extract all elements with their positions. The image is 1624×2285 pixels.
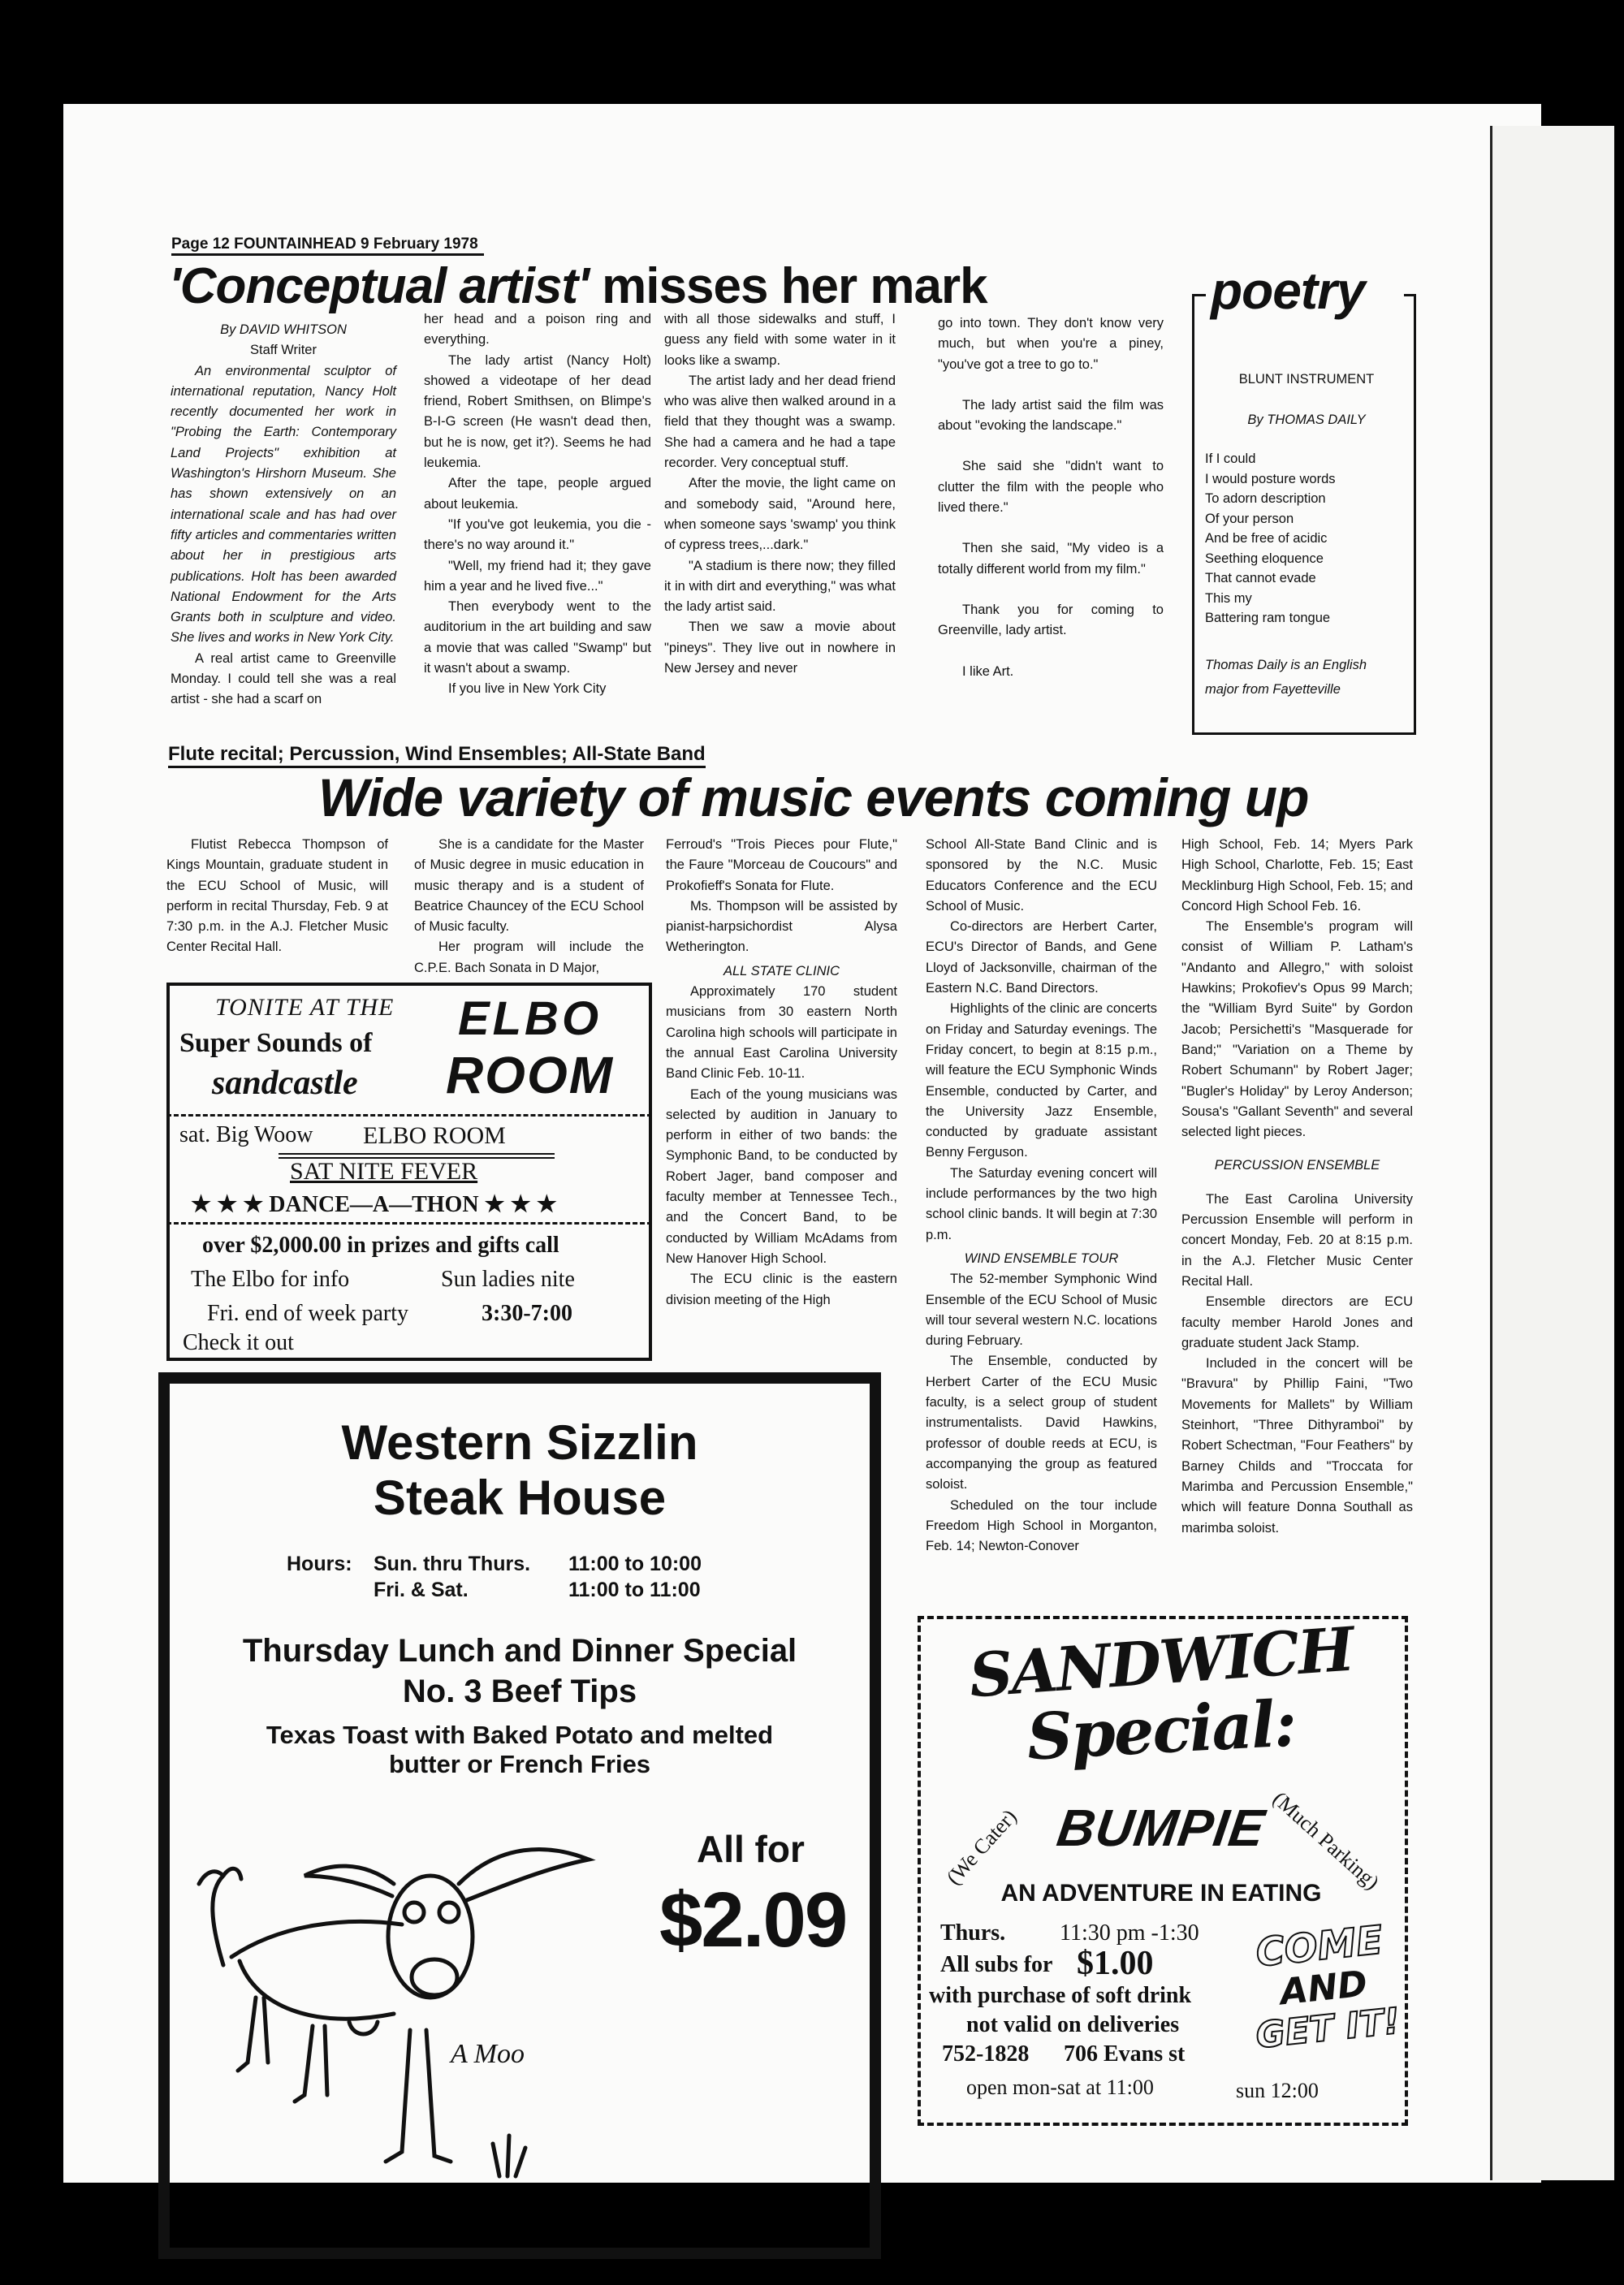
western-price: $2.09: [659, 1877, 847, 1963]
article1-paragraph: her head and a poison ring and everything.: [424, 312, 651, 348]
subhead-percussion-ensemble: PERCUSSION ENSEMBLE: [1214, 1158, 1380, 1173]
bumpie-address: 706 Evans st: [1064, 2041, 1186, 2067]
article2-column-5: [1181, 835, 1413, 1539]
article1-paragraph: The lady artist said the film was about "evoking the landscape.": [938, 397, 1164, 434]
elbo-divider-2: [166, 1222, 652, 1225]
article1-column-4: [938, 313, 1164, 682]
cow-tail: [199, 1868, 241, 1965]
folio-paper: FOUNTAINHEAD: [234, 235, 356, 253]
bumpie-phone: 752-1828: [942, 2041, 1030, 2067]
poem-line: Of your person: [1205, 511, 1294, 526]
article2-paragraph: Approximately 170 student musicians from 30 eastern North Carolina high schools will participate in the annual East Carolina University Band Clinic Feb. 10-11.: [666, 984, 897, 1082]
article1-paragraph: After the tape, people argued about leukemia.: [424, 476, 651, 512]
elbo-fri: Fri. end of week party: [207, 1301, 409, 1326]
article2-column-2: [414, 835, 644, 978]
western-hours-label: Hours:: [287, 1553, 352, 1575]
bumpie-much-parking: (Much Parking): [1268, 1786, 1384, 1894]
article2-paragraph: Each of the young musicians was selected by audition in January to perform in either of two bands: the Symphonic Band, to be conducted by Robert Jager, band composer and faculty member at Tennessee Tech., and the Concert Band, to be conducted by William McAdams from New Hanover High School.: [666, 1086, 897, 1266]
elbo-time: 3:30-7:00: [482, 1301, 572, 1326]
western-hours-days-1: Sun. thru Thurs.: [374, 1553, 531, 1575]
elbo-room-name: ELBO ROOM: [363, 1122, 506, 1149]
bumpie-come-get-it: [1240, 1916, 1406, 2057]
article1-paragraph: I like Art.: [962, 663, 1014, 679]
article1-paragraph: Then everybody went to the auditorium in the art building and saw a movie that was called "Swamp" but it wasn't about a swamp.: [424, 599, 651, 676]
poetry-heading: poetry: [1211, 261, 1365, 320]
article2-paragraph: The East Carolina University Percussion Ensemble will perform in concert Monday, Feb. 20 at 8:15 p.m. in the A.J. Fletcher Music Center Recital Hall.: [1181, 1191, 1413, 1289]
article2-paragraph: The ECU clinic is the eastern division meeting of the High: [666, 1272, 897, 1307]
article2-paragraph: Ensemble directors are ECU faculty member Harold Jones and graduate student Jack Stamp.: [1181, 1294, 1413, 1350]
article2-paragraph: Co-directors are Herbert Carter, ECU's Director of Bands, and Gene Lloyd of Jacksonville, chairman of the Eastern N.C. Band Directors.: [926, 919, 1157, 996]
article1-paragraph: go into town. They don't know very much, but when you're a piney, "you've got a tree to go to.": [938, 316, 1164, 372]
bumpie-tagline: AN ADVENTURE IN EATING: [1000, 1880, 1322, 1907]
poetry-content: [1205, 369, 1408, 702]
poem-line: Battering ram tongue: [1205, 611, 1331, 625]
subhead-all-state-clinic: ALL STATE CLINIC: [723, 963, 840, 978]
article2-column-4: [926, 835, 1157, 1557]
article2-paragraph: Her program will include the C.P.E. Bach Sonata in D Major,: [414, 939, 644, 975]
cow-eye-left: [404, 1903, 424, 1922]
poem-line: Seething eloquence: [1205, 551, 1324, 566]
western-special-1: Thursday Lunch and Dinner Special: [242, 1633, 797, 1669]
elbo-fever: SAT NITE FEVER: [290, 1158, 478, 1185]
article2-paragraph: School All-State Band Clinic and is sponsored by the N.C. Music Educators Conference and the ECU School of Music.: [926, 837, 1157, 914]
cow-horn-left: [304, 1866, 394, 1896]
bumpie-title-2: Special:: [1025, 1687, 1298, 1775]
bumpie-come: COME: [1253, 1917, 1385, 1976]
bumpie-deliveries: not valid on deliveries: [966, 2012, 1180, 2037]
article2-paragraph: Ferroud's "Trois Pieces pour Flute," the Faure "Morceau de Coucours" and Prokofieff's Sonata for Flute.: [666, 837, 897, 893]
article2-column-1: [166, 835, 388, 958]
article1-paragraph: "A stadium is there now; they filled it in with dirt and everything," was what the lady artist said.: [664, 558, 896, 615]
elbo-check: Check it out: [183, 1330, 294, 1355]
article1-paragraph: with all those sidewalks and stuff, I guess any field with some water in it looks like a swamp.: [664, 312, 896, 368]
article2-headline: Wide variety of music events coming up: [318, 767, 1309, 827]
article1-paragraph: She said she "didn't want to clutter the film with the people who lived there.": [938, 459, 1164, 516]
adjacent-page-edge: [1490, 126, 1614, 2180]
elbo-sun: Sun ladies nite: [441, 1267, 575, 1292]
article2-paragraph: The Ensemble, conducted by Herbert Carter of the ECU Music faculty, is a select group of student instrumentalists. David Hawkins, professor of double reeds at ECU, is accompanying the group as featured soloist.: [926, 1354, 1157, 1492]
cow-leg-1: [238, 1998, 268, 2071]
bumpie-thurs: Thurs.: [940, 1920, 1006, 1946]
article1-column-1: [171, 320, 396, 711]
bumpie-we-cater: (We Cater): [941, 1804, 1021, 1890]
bumpie-subs: All subs for: [940, 1952, 1053, 1977]
article2-paragraph: High School, Feb. 14; Myers Park High School, Charlotte, Feb. 15; East Mecklinburg High School, Feb. 15; and Concord High School Feb. 16.: [1181, 837, 1413, 914]
article1-paragraph: A real artist came to Greenville Monday. I could tell she was a real artist - she had a scarf on: [171, 650, 396, 707]
western-name-2: Steak House: [373, 1471, 667, 1525]
poem-line: This my: [1205, 590, 1252, 606]
cow-back: [231, 1921, 402, 1957]
cow-eye-right: [439, 1903, 459, 1922]
article1-column-3: [664, 309, 896, 679]
article1-paragraph: Then we saw a movie about "pineys". They live out in nowhere in New Jersey and never: [664, 620, 896, 676]
elbo-band: sandcastle: [212, 1065, 358, 1102]
poetry-box-top-left: [1194, 294, 1206, 296]
elbo-logo-top: ELBO: [457, 992, 603, 1045]
article1-paragraph: If you live in New York City: [448, 681, 607, 697]
bumpie-sun: sun 12:00: [1236, 2079, 1319, 2102]
article2-paragraph: The Ensemble's program will consist of William P. Latham's "Andanto and Allegro," with soloist Hawkins; Prokofiev's Opus 99 March; the "William Byrd Suite" by Gordon Jacob; Persichetti's "Masquerade for Band;" "Variation on a Theme by Robert Schumann" by Robert Jager; "Bugler's Holiday" by Leroy Anderson; Sousa's "Gallant Seventh" and several selected light pieces.: [1181, 919, 1413, 1140]
article1-paragraph: The lady artist (Nancy Holt) showed a videotape of her dead friend, Robert Smithsen, on Blimpe's B-I-G screen (He wasn't dead then, but he is now, get it?). Seems he had leukemia.: [424, 352, 651, 471]
article1-intro: An environmental sculptor of international reputation, Nancy Holt recently documented her work in "Probing the Earth: Contemporary Land Projects" exhibition at Washington's Hirshorn Museum. She has shown extensively on an international scale and has had over fifty articles and commentaries written about her in prestigious arts publications. Holt has been awarded National Endowment for the Arts Grants both in sculpture and video. She lives and works in New York City.: [171, 363, 396, 646]
poem-line: I would posture words: [1205, 471, 1336, 486]
elbo-sat: sat. Big Woow: [179, 1122, 313, 1147]
ad-western-content: [158, 1372, 881, 2259]
poem-byline: By THOMAS DAILY: [1247, 412, 1366, 427]
article1-paragraph: Then she said, "My video is a totally different world from my film.": [938, 541, 1164, 577]
poetry-box-top-right: [1404, 294, 1414, 296]
cow-leg-3: [386, 2030, 451, 2162]
article2-paragraph: She is a candidate for the Master of Music degree in music education in music therapy and is a student of Beatrice Chauncey of the ECU School of Music faculty.: [414, 837, 644, 935]
bumpie-purchase: with purchase of soft drink: [929, 1983, 1192, 2008]
article2-paragraph: Scheduled on the tour include Freedom High School in Morganton, Feb. 14; Newton-Conover: [926, 1497, 1157, 1554]
article2-paragraph: The 52-member Symphonic Wind Ensemble of the ECU School of Music will tour several western N.C. locations during February.: [926, 1272, 1157, 1349]
article1-paragraph: Thank you for coming to Greenville, lady artist.: [938, 602, 1164, 638]
poem-title: BLUNT INSTRUMENT: [1238, 372, 1375, 387]
elbo-logo: [422, 992, 637, 1114]
cow-leg-2: [295, 2026, 327, 2101]
article1-role: Staff Writer: [250, 343, 317, 358]
article1-paragraph: The artist lady and her dead friend who was alive then walked around in a field that they thought was a swamp. She had a camera and he had a tape recorder. Very conceptual stuff.: [664, 373, 896, 471]
bumpie-open: open mon-sat at 11:00: [966, 2076, 1154, 2099]
article1-paragraph: "If you've got leukemia, you die - there's no way around it.": [424, 516, 651, 553]
western-name-1: Western Sizzlin: [341, 1415, 698, 1470]
ad-elbo-content: [166, 983, 652, 1361]
western-hours-time-1: 11:00 to 10:00: [568, 1553, 702, 1575]
western-side-2: butter or French Fries: [388, 1750, 651, 1778]
cow-moo-label: A Moo: [451, 2039, 525, 2069]
poet-note-line: Thomas Daily is an English: [1205, 657, 1367, 672]
grass-tuft: [493, 2136, 525, 2176]
bumpie-and: AND: [1278, 1963, 1370, 2014]
article1-headline-quoted: 'Conceptual artist': [169, 258, 589, 314]
elbo-tonite: TONITE AT THE: [215, 994, 395, 1021]
article1-byline: By DAVID WHITSON: [220, 322, 347, 337]
article1-column-2: [424, 309, 651, 700]
article2-kicker: Flute recital; Percussion, Wind Ensembles; All-State Band: [168, 743, 706, 768]
western-all-for: All for: [697, 1828, 805, 1870]
elbo-logo-bottom: ROOM: [445, 1046, 615, 1104]
article2-paragraph: Highlights of the clinic are concerts on Friday and Saturday evenings. The Friday concert, to begin at 8:15 p.m., will feature the ECU Symphonic Winds Ensemble, conducted by Carter, and the University Jazz Ensemble, conducted by graduate assistant Benny Ferguson.: [926, 1001, 1157, 1160]
article1-paragraph: "Well, my friend had it; they gave him a year and he lived five...": [424, 558, 651, 594]
ad-bumpie-content: [918, 1616, 1405, 2124]
cow-snout: [412, 1959, 457, 1995]
bumpie-title-1: SANDWICH: [966, 1614, 1356, 1712]
article1-paragraph: After the movie, the light came on and somebody said, "Around here, when someone says 'swamp' you think of cypress trees,...dark.": [664, 476, 896, 553]
cow-horn-right: [459, 1850, 589, 1900]
article2-paragraph: The Saturday evening concert will include performances by the two high school clinic bands. It will begin at 7:30 p.m.: [926, 1165, 1157, 1242]
bumpie-logo: BUMPIE: [1053, 1799, 1269, 1857]
poem-lines: [1205, 449, 1408, 628]
elbo-divider: [166, 1114, 652, 1117]
article1-headline-rest: misses her mark: [602, 258, 987, 314]
western-hours-time-2: 11:00 to 11:00: [568, 1579, 701, 1601]
elbo-dance: ★ ★ ★ DANCE—A—THON ★ ★ ★: [191, 1192, 557, 1217]
article2-column-3: [666, 835, 897, 1311]
article1-headline: [169, 258, 987, 315]
poem-line: To adorn description: [1205, 491, 1326, 506]
bumpie-subs-price: $1.00: [1077, 1945, 1154, 1982]
elbo-super-sounds: Super Sounds of: [179, 1028, 373, 1058]
subhead-wind-ensemble-tour: WIND ENSEMBLE TOUR: [964, 1250, 1119, 1266]
elbo-prizes: over $2,000.00 in prizes and gifts call: [202, 1233, 559, 1258]
poem-line: If I could: [1205, 451, 1256, 466]
bumpie-thurs-time: 11:30 pm -1:30: [1060, 1920, 1199, 1946]
western-special-2: No. 3 Beef Tips: [402, 1674, 637, 1709]
folio-page: Page 12: [171, 235, 230, 253]
cow-head: [388, 1876, 473, 1998]
elbo-info: The Elbo for info: [191, 1267, 350, 1292]
article2-paragraph: Included in the concert will be "Bravura" by Phillip Faini, "Two Movements for Mallets" by William Steinhort, "Three Dithyramboi" by Robert Schectman, "Four Feathers" by Barney Childs and "Troccata for Marimba and Percussion Ensemble," which will feature Donna Southall as marimba soloist.: [1181, 1356, 1413, 1536]
bumpie-get-it: GET IT!: [1254, 2000, 1402, 2057]
cow-udder: [349, 2022, 378, 2034]
western-side-1: Texas Toast with Baked Potato and melted: [266, 1721, 774, 1749]
poem-line: And be free of acidic: [1205, 531, 1328, 546]
western-hours-days-2: Fri. & Sat.: [374, 1579, 469, 1601]
cow-illustration: [191, 1795, 646, 2209]
article2-paragraph: Ms. Thompson will be assisted by pianist-harpsichordist Alysa Wetherington.: [666, 898, 897, 955]
poet-note-line: major from Fayetteville: [1205, 681, 1341, 697]
folio-date: 9 February 1978: [360, 235, 478, 253]
poet-note: [1205, 653, 1408, 702]
poem-line: That cannot evade: [1205, 571, 1316, 585]
folio-line: [171, 235, 484, 256]
article2-paragraph: Flutist Rebecca Thompson of Kings Mountain, graduate student in the ECU School of Music, will perform in recital Thursday, Feb. 9 at 7:30 p.m. in the A.J. Fletcher Music Center Recital Hall.: [166, 837, 388, 955]
